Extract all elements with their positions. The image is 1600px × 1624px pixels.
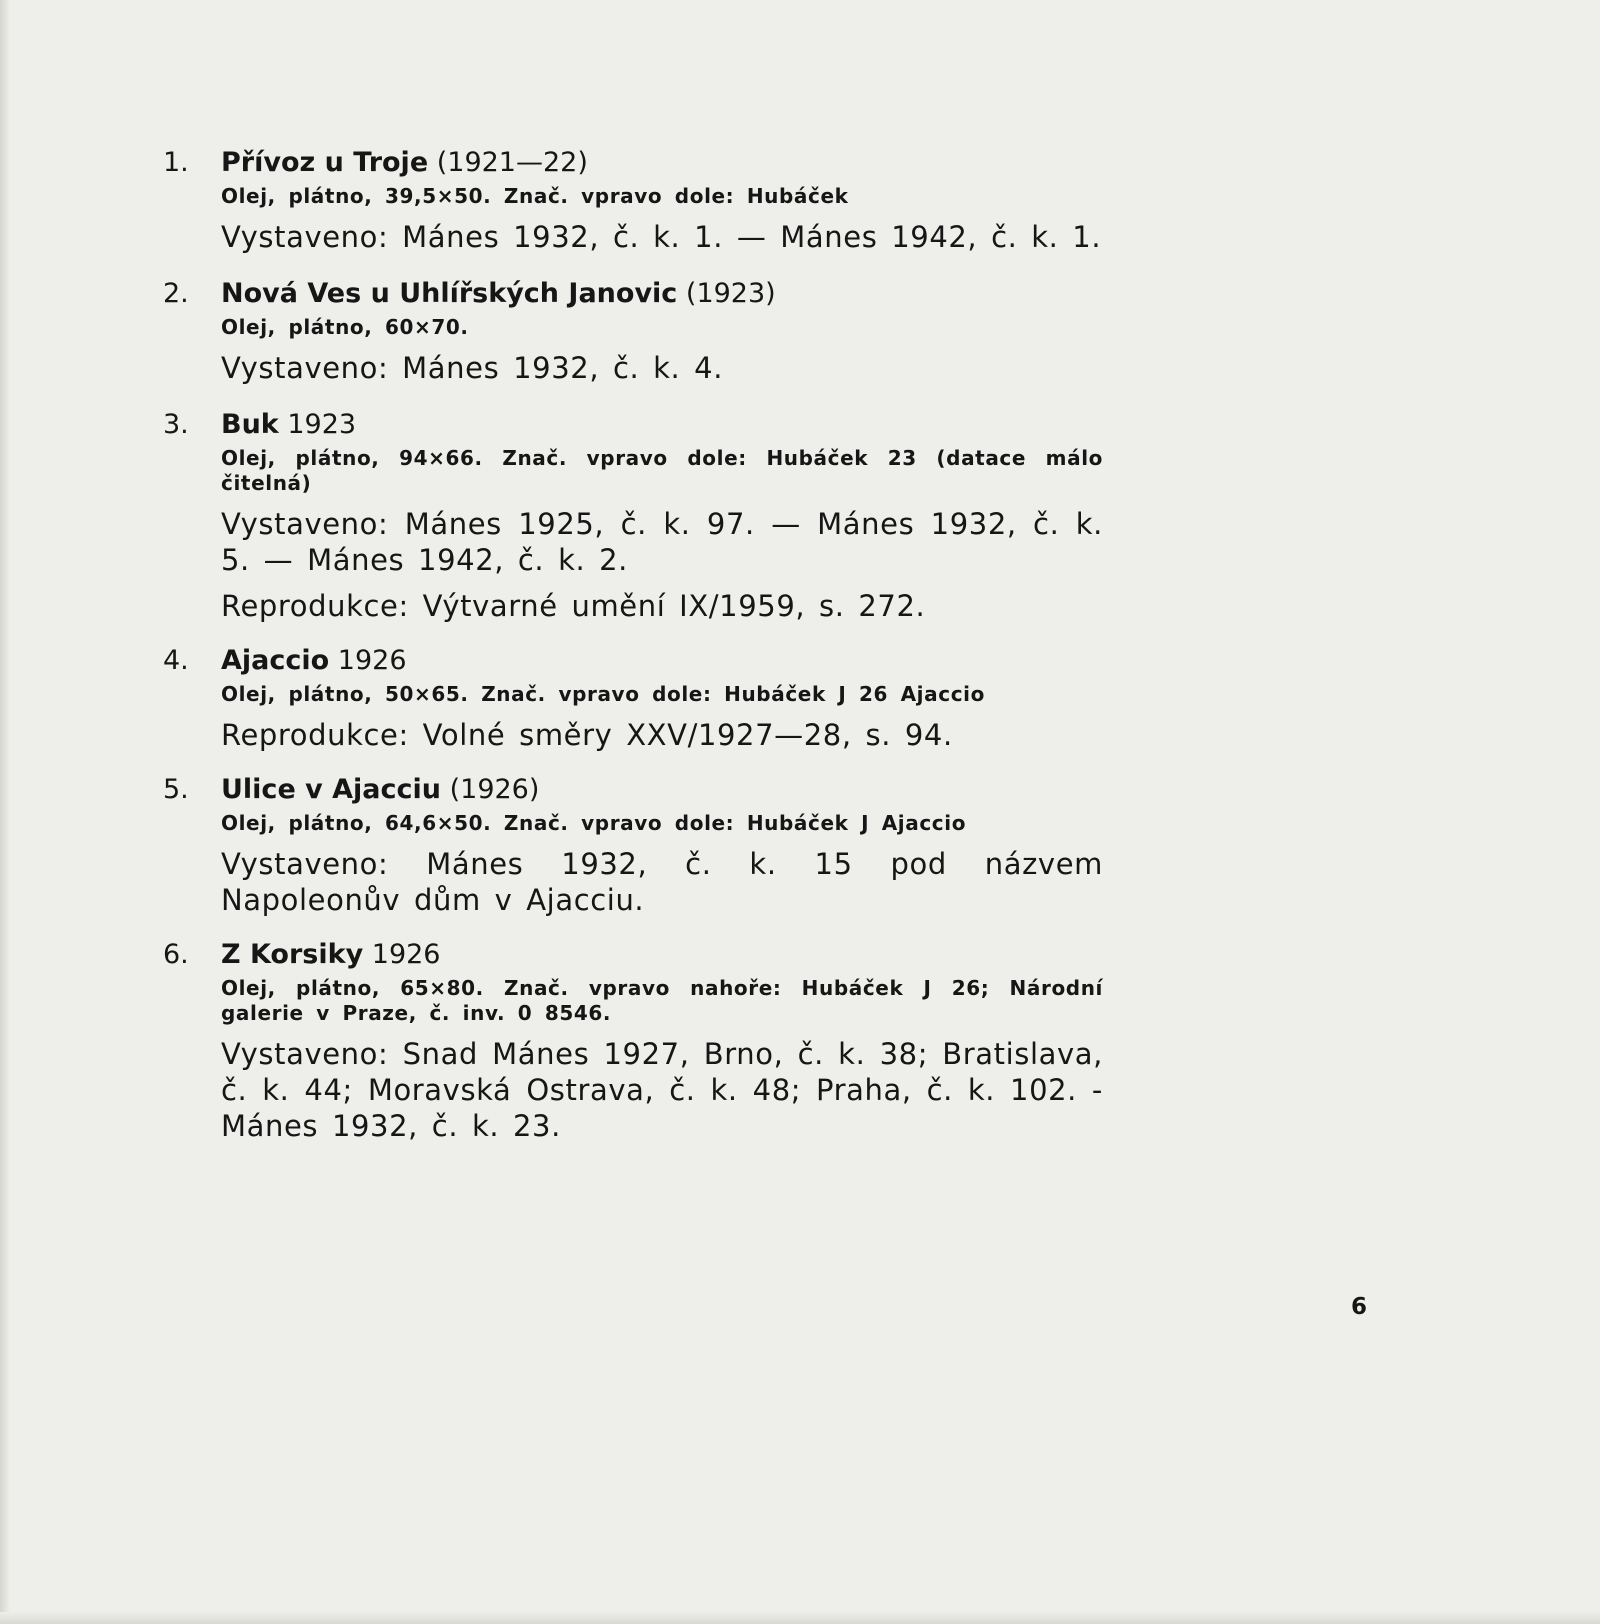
entry-technique: Olej, plátno, 64,6×50. Znač. vpravo dole: Hubáček J Ajaccio [221, 811, 967, 835]
catalogue-list [163, 146, 1103, 1144]
entry-date: (1923) [685, 278, 776, 309]
entry-technique: Olej, plátno, 60×70. [221, 315, 469, 339]
entry-title: Z Korsiky [221, 939, 364, 970]
entry-exhibitions: Vystaveno: Mánes 1932, č. k. 4. [221, 351, 724, 385]
entry-number: 4. [163, 645, 189, 676]
entry-date: 1926 [337, 645, 407, 676]
entry-number: 2. [163, 278, 189, 309]
entry-heading [221, 773, 1103, 807]
entry-date: 1923 [287, 409, 357, 440]
entry-heading [221, 644, 1103, 678]
entry-technique: Olej, plátno, 50×65. Znač. vpravo dole: Hubáček J 26 Ajaccio [221, 682, 985, 706]
page-edge-left [0, 0, 10, 1624]
entry-heading [221, 408, 1103, 442]
entry-number: 1. [163, 147, 189, 178]
entry-heading [221, 277, 1103, 311]
entry-number: 5. [163, 774, 189, 805]
entry-technique: Olej, plátno, 94×66. Znač. vpravo dole: Hubáček 23 (datace málo čitelná) [221, 446, 1103, 495]
entry-date: (1921—22) [436, 147, 588, 178]
catalogue-entry [163, 146, 1103, 255]
entry-heading [221, 146, 1103, 180]
entry-reproductions: Reprodukce: Volné směry XXV/1927—28, s. 94. [221, 718, 953, 752]
entry-title: Přívoz u Troje [221, 147, 429, 178]
catalogue-entry [163, 277, 1103, 386]
page-edge-bottom [0, 1612, 1600, 1624]
entry-title: Buk [221, 409, 279, 440]
entry-reproductions: Reprodukce: Výtvarné umění IX/1959, s. 272. [221, 589, 926, 623]
entry-heading [221, 938, 1103, 972]
catalogue-entry [163, 408, 1103, 624]
entry-date: (1926) [449, 774, 540, 805]
catalogue-entry [163, 773, 1103, 918]
catalogue-entry [163, 938, 1103, 1144]
entry-title: Nová Ves u Uhlířských Janovic [221, 278, 678, 309]
catalogue-entry [163, 644, 1103, 753]
entry-date: 1926 [371, 939, 441, 970]
page-number: 6 [1351, 1294, 1368, 1320]
entry-technique: Olej, plátno, 65×80. Znač. vpravo nahoře: Hubáček J 26; Národní galerie v Praze, č. inv. 0 8546. [221, 976, 1103, 1025]
entry-number: 3. [163, 409, 189, 440]
entry-number: 6. [163, 939, 189, 970]
entry-title: Ajaccio [221, 645, 330, 676]
entry-technique: Olej, plátno, 39,5×50. Znač. vpravo dole: Hubáček [221, 184, 849, 208]
entry-exhibitions: Vystaveno: Snad Mánes 1927, Brno, č. k. 38; Bratislava, č. k. 44; Moravská Ostrava, č. k. 48; Praha, č. k. 102. - Mánes 1932, č. k. 23. [221, 1037, 1103, 1143]
entry-title: Ulice v Ajacciu [221, 774, 442, 805]
entry-exhibitions: Vystaveno: Mánes 1932, č. k. 1. — Mánes 1942, č. k. 1. [221, 220, 1102, 254]
entry-exhibitions: Vystaveno: Mánes 1932, č. k. 15 pod názvem Napoleonův dům v Ajacciu. [221, 847, 1103, 917]
entry-exhibitions: Vystaveno: Mánes 1925, č. k. 97. — Mánes 1932, č. k. 5. — Mánes 1942, č. k. 2. [221, 507, 1103, 577]
